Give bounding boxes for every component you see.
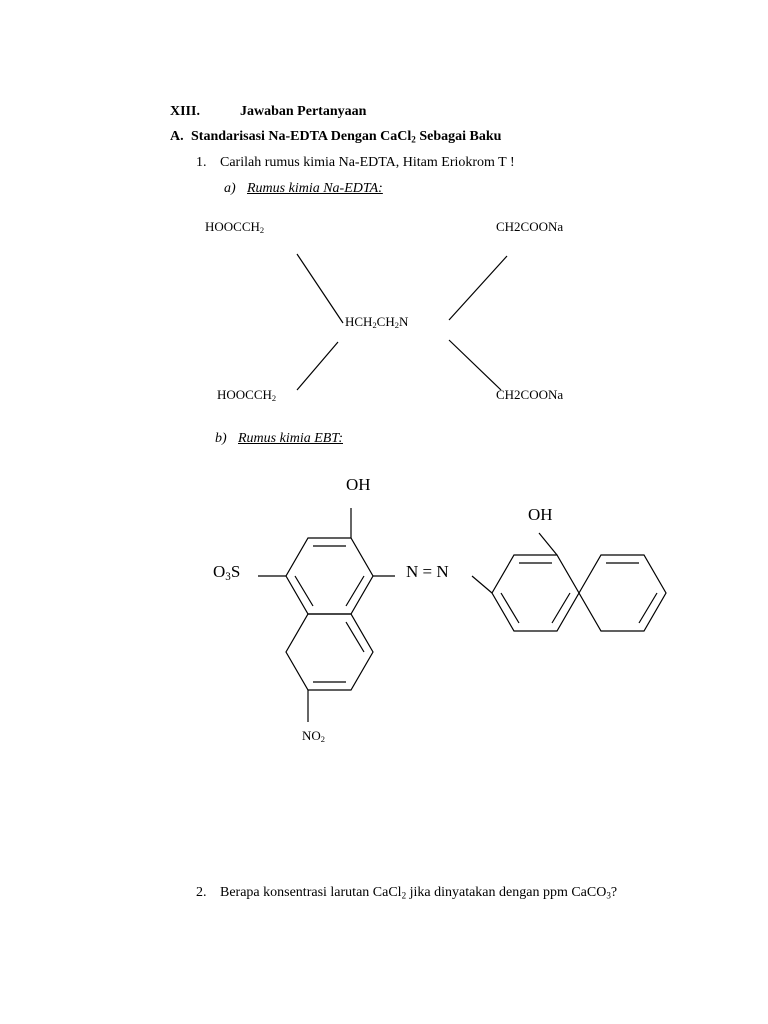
- ebt-left-lower-ring: [286, 614, 373, 690]
- question2-number: 2.: [196, 885, 207, 900]
- ebt-right-inner-bond-5: [639, 593, 657, 623]
- question2-text: Berapa konsentrasi larutan CaCl$_2$ jika dinyatakan dengan ppm CaCO$_3$?: [220, 885, 618, 901]
- ebt-right-right-ring: [579, 555, 666, 631]
- ebt-left-inner-bond-3: [295, 576, 313, 606]
- question1-text: Carilah rumus kimia Na-EDTA, Hitam Eriokrom T !: [220, 155, 515, 170]
- ebt-oh-right-label: OH: [528, 505, 553, 524]
- ebt-right-left-ring: [492, 555, 579, 631]
- edta-bonds: [297, 254, 507, 390]
- ebt-right-naphthalene: [472, 533, 666, 631]
- edta-bond-bottom-left: [297, 342, 338, 390]
- part-b-title: Rumus kimia EBT:: [238, 431, 343, 446]
- edta-bottom-right-group: CH2COONa: [496, 387, 564, 402]
- subsection-title: Standarisasi Na-EDTA Dengan CaCl$_2$ Sebagai Baku: [191, 129, 502, 145]
- edta-bottom-left-group: $HOOCCH_2$: [217, 387, 277, 404]
- edta-bond-top-left: [297, 254, 343, 323]
- ebt-right-inner-bond-3: [501, 593, 519, 623]
- edta-top-right-group: CH2COONa: [496, 219, 564, 234]
- ebt-azo-right-bond: [472, 576, 492, 593]
- ebt-oh-left-label: OH: [346, 475, 371, 494]
- ebt-right-inner-bond-2: [552, 593, 570, 623]
- edta-center-group: $HCH_2CH_2N$: [345, 314, 409, 331]
- ebt-left-inner-bond-4: [346, 622, 364, 652]
- ebt-nitro-label: $NO_2$: [302, 728, 325, 745]
- part-b-label: b): [215, 431, 227, 446]
- edta-bond-top-right: [449, 256, 507, 320]
- edta-top-left-group: $HOOCCH_2$: [205, 219, 265, 236]
- ebt-left-inner-bond-2: [346, 576, 364, 606]
- question1-number: 1.: [196, 155, 207, 170]
- part-a-title: Rumus kimia Na-EDTA:: [247, 181, 383, 196]
- ebt-sulfonate-label: $O_3S$: [213, 562, 241, 583]
- ebt-left-upper-ring: [286, 538, 373, 614]
- ebt-oh-right-bond: [539, 533, 557, 555]
- section-title: Jawaban Pertanyaan: [240, 104, 367, 119]
- part-a-label: a): [224, 181, 236, 196]
- ebt-azo-label: N = N: [406, 562, 449, 581]
- section-number: XIII.: [170, 104, 200, 119]
- ebt-left-naphthalene: [258, 508, 395, 722]
- edta-bond-bottom-right: [449, 340, 501, 390]
- subsection-label: A.: [170, 129, 184, 144]
